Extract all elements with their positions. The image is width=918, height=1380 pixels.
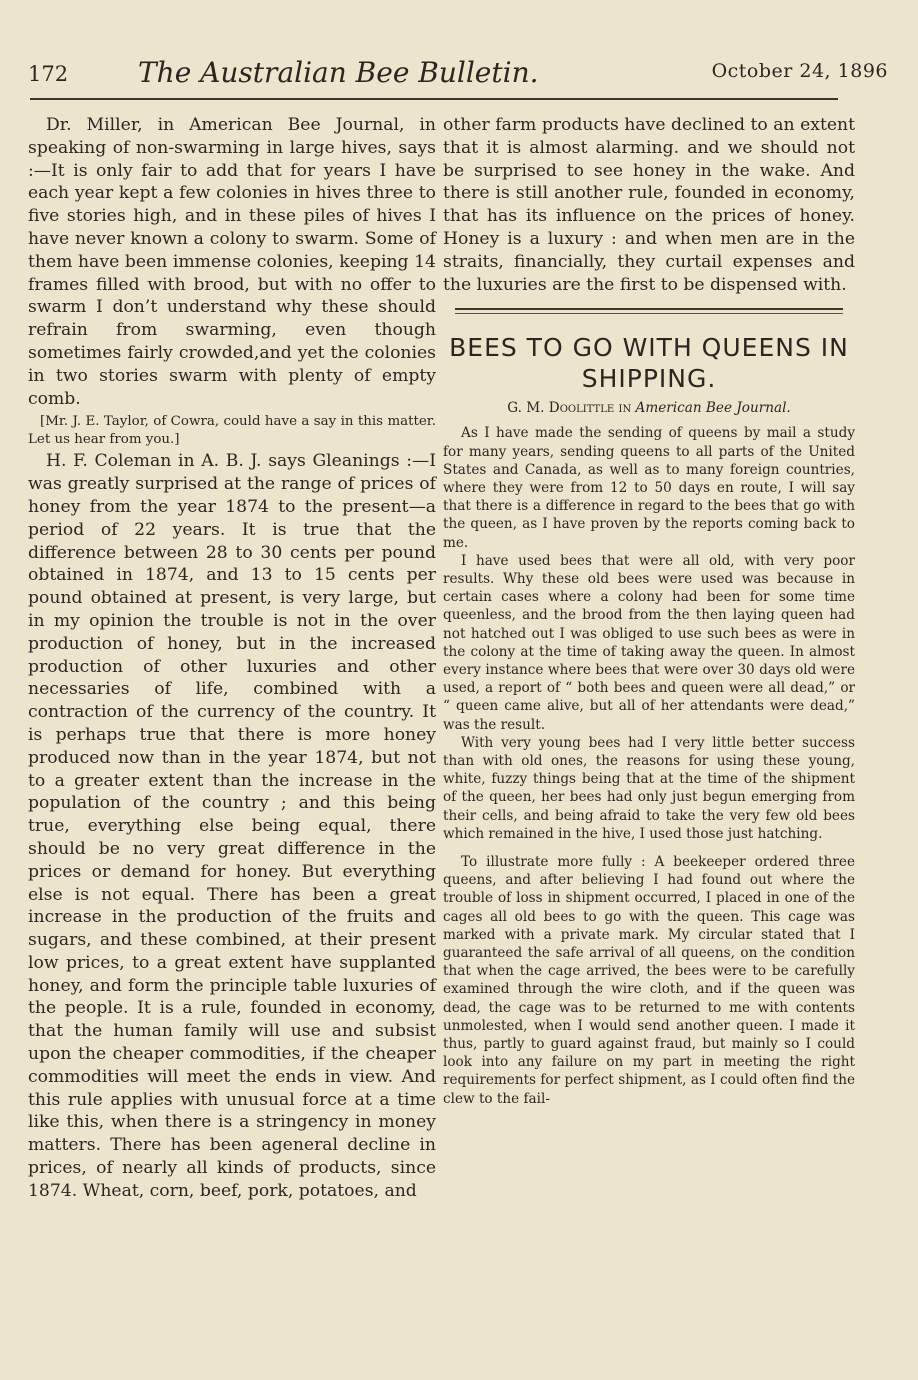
left-column [28, 114, 436, 1203]
section-divider [455, 308, 843, 310]
coleman-paragraph: H. F. Coleman in A. B. J. says Gleanings :—I was greatly surprised at the range of prices of honey from the year 1874 to the present—a period of 22 years. It is true that the difference between 28 to 30 cents per pound obtained in 1874, and 13 to 15 cents per pound obtained at present, is very large, but in my opinion the trouble is not in the over production of honey, but in the increased production of other luxuries and other necessaries of life, combined with a contraction of the currency of the country. It is perhaps true that there is more honey produced now than in the year 1874, but not to a greater extent than the increase in the population of the country ; and this being true, everything else being equal, there should be no very great difference in the prices or demand for honey. But everything else is not equal. There has been a great increase in the production of the fruits and sugars, and these combined, at their present low prices, to a great extent have supplanted honey, and form the principle table luxuries of the people. It is a rule, founded in economy, that the human family will use and subsist upon the cheaper commodities, if the cheaper commodities will meet the ends in view. And this rule applies with unusual force at a time like this, when there is a stringency in money matters. There has been ageneral decline in prices, of nearly all kinds of products, since 1874. Wheat, corn, beef, pork, potatoes, and [28, 451, 436, 1201]
article-byline [443, 400, 855, 416]
article-paragraph-2: I have used bees that were all old, with very poor results. Why these old bees were used was because in certain cases where a colony had been for some time queenless, and the brood from the then laying queen had not hatched out I was obliged to use such bees as were in the colony at the time of taking away the queen. In almost every instance where bees that were over 30 days old were used, a report of “ both bees and queen were all dead,” or “ queen came alive, but all of her attendants were dead,” was the result. [443, 552, 855, 733]
continuation-paragraph: other farm products have declined to an extent that it is almost alarming. and we should not be surprised to see honey in the wake. And there is still another rule, founded in economy, that has its influence on the prices of honey. Honey is a luxury : and when men are in the straits, financially, they curtail expenses and the luxuries are the first to be dispensed with. [443, 115, 855, 295]
page-number: 172 [28, 62, 69, 86]
byline-source: American Bee Journal. [635, 400, 791, 417]
right-column [443, 114, 855, 1108]
article-paragraph-3: With very young bees had I very little better success than with old ones, the reasons for using these young, white, fuzzy things being that at the time of the shipment of the queen, her bees had only just begun emerging from their cells, and being afraid to take the very few old bees which remained in the hive, I used those just hatching. [443, 734, 855, 842]
editor-note: [Mr. J. E. Taylor, of Cowra, could have a say in this matter. Let us hear from you.] [28, 414, 436, 447]
byline-in: in [618, 400, 632, 417]
header-rule [30, 98, 838, 100]
byline-author: G. M. Doolittle [507, 400, 615, 417]
page-header [28, 52, 888, 96]
miller-paragraph: Dr. Miller, in American Bee Journal, in speaking of non-swarming in large hives, says :—It is only fair to add that for years I have each year kept a few colonies in hives three to five stories high, and in these piles of hives I have never known a colony to swarm. Some of them have been immense colonies, keeping 14 frames filled with brood, but with no offer to swarm I don’t understand why these should refrain from swarming, even though sometimes fairly crowded,and yet the colonies in two stories swarm with plenty of empty comb. [28, 115, 436, 409]
journal-title: The Australian Bee Bulletin. [138, 56, 539, 89]
issue-date: October 24, 1896 [711, 60, 888, 82]
article-paragraph-1: As I have made the sending of queens by mail a study for many years, sending queens to all parts of the United States and Canada, as well as to many foreign countries, where they were from 12 to 50 days en route, I will say that there is a difference in regard to the bees that go with the queen, as I have proven by the reports coming back to me. [443, 425, 855, 551]
section-divider-thin [455, 313, 843, 314]
article-paragraph-4: To illustrate more fully : A beekeeper ordered three queens, and after believing I had found out where the trouble of loss in shipment occurred, I placed in one of the cages all old bees to go with the queen. This cage was marked with a private mark. My circular stated that I guaranteed the safe arrival of all queens, on the condition that when the cage arrived, the bees were to be carefully examined through the wire cloth, and if the queen was dead, the cage was to be returned to me with contents unmolested, when I would send another queen. I made it thus, partly to guard against fraud, but mainly so I could look into any failure on my part in meeting the right requirements for perfect shipment, as I could often find the clew to the fail- [443, 854, 855, 1107]
article-title: BEES TO GO WITH QUEENS IN SHIPPING. [449, 333, 849, 394]
